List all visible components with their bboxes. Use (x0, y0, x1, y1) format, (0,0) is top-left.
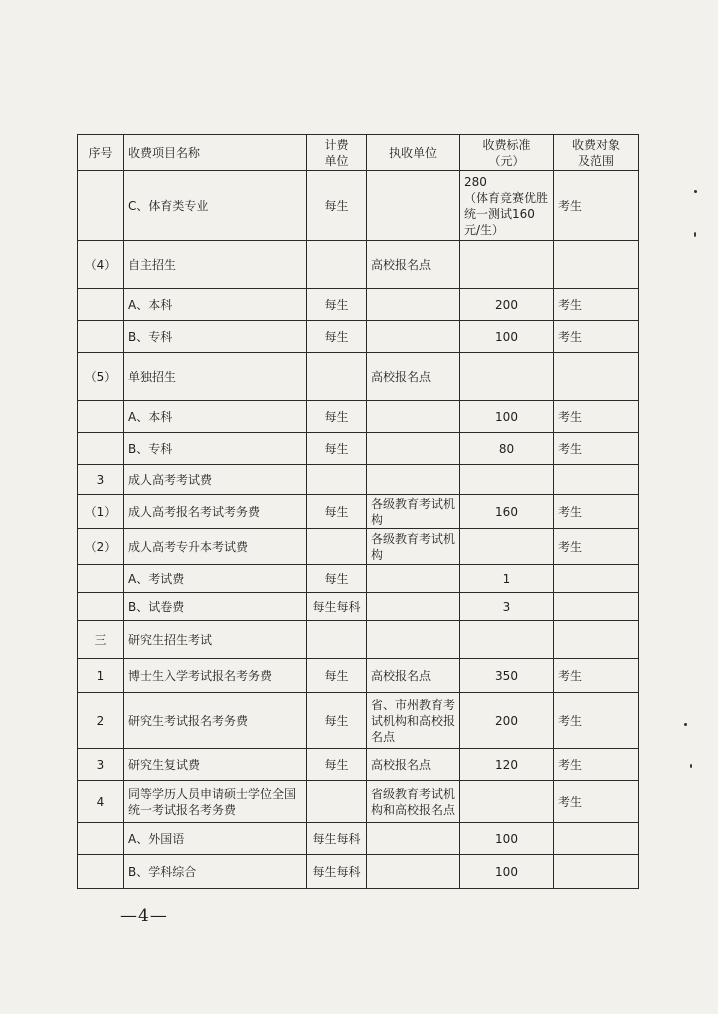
cell-name: C、体育类专业 (124, 171, 307, 241)
cell-unit: 每生 (307, 749, 367, 781)
cell-org (367, 593, 460, 621)
cell-standard: 100 (460, 823, 554, 855)
cell-standard: 200 (460, 289, 554, 321)
cell-no: 1 (78, 659, 124, 693)
cell-scope (554, 593, 639, 621)
cell-name: 研究生招生考试 (124, 621, 307, 659)
scan-speck (694, 190, 697, 193)
cell-org: 高校报名点 (367, 659, 460, 693)
table-row (78, 321, 639, 353)
cell-standard: 120 (460, 749, 554, 781)
cell-no: （1） (78, 495, 124, 529)
cell-standard: 100 (460, 321, 554, 353)
cell-org (367, 289, 460, 321)
cell-name: 自主招生 (124, 241, 307, 289)
table-row (78, 565, 639, 593)
cell-name: A、外国语 (124, 823, 307, 855)
cell-standard (460, 529, 554, 565)
cell-standard: 100 (460, 401, 554, 433)
cell-no: 2 (78, 693, 124, 749)
cell-no (78, 289, 124, 321)
table-row (78, 659, 639, 693)
page-number: —4— (120, 906, 168, 926)
table-row (78, 855, 639, 889)
cell-org (367, 321, 460, 353)
table-row (78, 823, 639, 855)
table-row (78, 621, 639, 659)
cell-org: 省级教育考试机构和高校报名点 (367, 781, 460, 823)
cell-scope (554, 855, 639, 889)
cell-org: 高校报名点 (367, 749, 460, 781)
cell-name: B、专科 (124, 433, 307, 465)
cell-standard (460, 781, 554, 823)
cell-unit: 每生 (307, 565, 367, 593)
cell-name: B、专科 (124, 321, 307, 353)
cell-scope (554, 565, 639, 593)
cell-no: 3 (78, 749, 124, 781)
cell-name: 同等学历人员申请硕士学位全国统一考试报名考务费 (124, 781, 307, 823)
cell-name: 单独招生 (124, 353, 307, 401)
cell-org (367, 465, 460, 495)
cell-scope (554, 241, 639, 289)
cell-scope: 考生 (554, 781, 639, 823)
cell-unit: 每生每科 (307, 823, 367, 855)
table-row (78, 495, 639, 529)
cell-unit (307, 465, 367, 495)
cell-no: 4 (78, 781, 124, 823)
cell-unit (307, 529, 367, 565)
cell-scope: 考生 (554, 321, 639, 353)
table-header-row (78, 135, 639, 171)
cell-unit: 每生 (307, 401, 367, 433)
cell-scope: 考生 (554, 289, 639, 321)
cell-org (367, 621, 460, 659)
cell-name: 研究生考试报名考务费 (124, 693, 307, 749)
cell-unit: 每生 (307, 171, 367, 241)
cell-no (78, 565, 124, 593)
cell-no (78, 321, 124, 353)
cell-name: 成人高考专升本考试费 (124, 529, 307, 565)
cell-standard: 80 (460, 433, 554, 465)
cell-scope (554, 465, 639, 495)
cell-name: B、学科综合 (124, 855, 307, 889)
cell-org: 各级教育考试机构 (367, 495, 460, 529)
cell-scope (554, 353, 639, 401)
cell-org (367, 565, 460, 593)
cell-unit (307, 781, 367, 823)
cell-no (78, 171, 124, 241)
cell-org (367, 171, 460, 241)
table-row (78, 693, 639, 749)
cell-no: （4） (78, 241, 124, 289)
header-unit: 计费 单位 (307, 135, 367, 171)
cell-org: 高校报名点 (367, 353, 460, 401)
table-row (78, 465, 639, 495)
cell-name: 成人高考考试费 (124, 465, 307, 495)
cell-standard: 280 （体育竞赛优胜统一测试160元/生） (460, 171, 554, 241)
fee-table (77, 134, 639, 889)
cell-name: B、试卷费 (124, 593, 307, 621)
table-row (78, 593, 639, 621)
cell-no (78, 593, 124, 621)
cell-scope: 考生 (554, 749, 639, 781)
cell-no (78, 855, 124, 889)
header-standard: 收费标准 （元） (460, 135, 554, 171)
header-name: 收费项目名称 (124, 135, 307, 171)
cell-no (78, 823, 124, 855)
cell-name: 博士生入学考试报名考务费 (124, 659, 307, 693)
cell-standard (460, 621, 554, 659)
cell-name: 研究生复试费 (124, 749, 307, 781)
cell-scope (554, 823, 639, 855)
cell-standard: 100 (460, 855, 554, 889)
table-row (78, 433, 639, 465)
cell-name: 成人高考报名考试考务费 (124, 495, 307, 529)
cell-org (367, 433, 460, 465)
table-row (78, 353, 639, 401)
cell-standard (460, 241, 554, 289)
table-row (78, 241, 639, 289)
cell-standard: 3 (460, 593, 554, 621)
cell-no: 3 (78, 465, 124, 495)
cell-unit: 每生 (307, 659, 367, 693)
cell-unit (307, 241, 367, 289)
cell-org: 各级教育考试机构 (367, 529, 460, 565)
cell-unit: 每生 (307, 495, 367, 529)
table-row (78, 401, 639, 433)
header-no: 序号 (78, 135, 124, 171)
cell-no (78, 433, 124, 465)
cell-unit: 每生 (307, 693, 367, 749)
cell-org: 省、市州教育考试机构和高校报名点 (367, 693, 460, 749)
cell-no: （5） (78, 353, 124, 401)
cell-name: A、本科 (124, 289, 307, 321)
cell-standard (460, 465, 554, 495)
table-row (78, 781, 639, 823)
cell-unit: 每生 (307, 289, 367, 321)
header-org: 执收单位 (367, 135, 460, 171)
cell-standard: 1 (460, 565, 554, 593)
header-scope: 收费对象 及范围 (554, 135, 639, 171)
cell-unit: 每生每科 (307, 855, 367, 889)
cell-org: 高校报名点 (367, 241, 460, 289)
cell-name: A、考试费 (124, 565, 307, 593)
cell-scope (554, 621, 639, 659)
cell-no: （2） (78, 529, 124, 565)
cell-scope: 考生 (554, 171, 639, 241)
cell-standard: 160 (460, 495, 554, 529)
cell-scope: 考生 (554, 433, 639, 465)
cell-unit: 每生 (307, 321, 367, 353)
cell-unit: 每生每科 (307, 593, 367, 621)
cell-unit (307, 353, 367, 401)
cell-no (78, 401, 124, 433)
cell-scope: 考生 (554, 693, 639, 749)
table-row (78, 529, 639, 565)
scan-speck (684, 723, 687, 726)
table-row (78, 171, 639, 241)
cell-org (367, 855, 460, 889)
cell-name: A、本科 (124, 401, 307, 433)
table-row (78, 749, 639, 781)
cell-unit: 每生 (307, 433, 367, 465)
cell-scope: 考生 (554, 401, 639, 433)
cell-scope: 考生 (554, 529, 639, 565)
cell-org (367, 823, 460, 855)
cell-unit (307, 621, 367, 659)
table-row (78, 289, 639, 321)
cell-standard: 350 (460, 659, 554, 693)
cell-scope: 考生 (554, 659, 639, 693)
cell-standard (460, 353, 554, 401)
scan-speck (694, 232, 696, 237)
cell-no: 三 (78, 621, 124, 659)
scan-speck (690, 764, 692, 768)
cell-standard: 200 (460, 693, 554, 749)
cell-org (367, 401, 460, 433)
cell-scope: 考生 (554, 495, 639, 529)
